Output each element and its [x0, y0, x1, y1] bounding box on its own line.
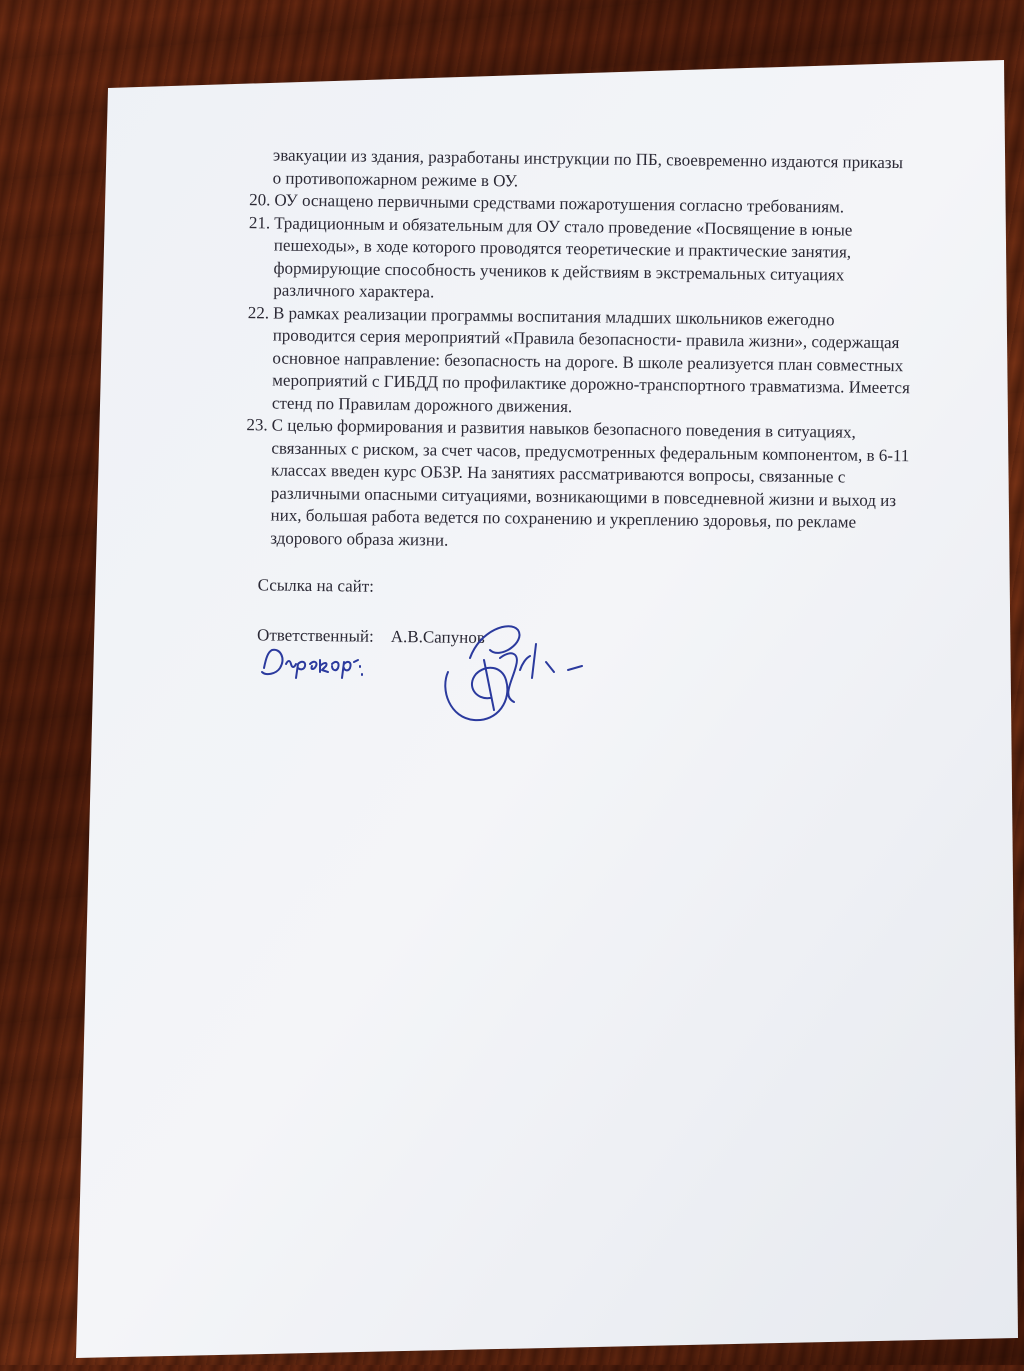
numbered-list: [230, 189, 914, 557]
continuation-paragraph: эвакуации из здания, разработаны инструкции по ПБ, своевременно издаются приказы о противопожарном режиме в ОУ.: [272, 145, 904, 190]
list-item-number: 21.: [248, 212, 271, 232]
responsible-name: А.В.Сапунов: [390, 626, 485, 648]
list-item-text: Традиционным и обязательным для ОУ стало проведение «Посвящение в юные пешеходы», в ходе которого проводятся теоретические и практические занятия, формирующие способность учеников к действиям в экстремальных ситуациях различного характера.: [273, 212, 853, 302]
handwritten-director-word: [262, 650, 362, 678]
list-item-number: 23.: [246, 415, 268, 435]
handwritten-signature: [250, 600, 630, 760]
site-link-label: Ссылка на сайт:: [257, 575, 375, 596]
list-item-number: 22.: [247, 302, 270, 322]
list-item: [230, 414, 912, 557]
list-item: [232, 301, 913, 422]
list-item-text: С целью формирования и развития навыков безопасного поведения в ситуациях, связанных с риском, за счет часов, предусмотренных федеральным компонентом, в 6-11 классах введен курс ОБЗР. На занятиях рассматриваются вопросы, связанные с различными опасными ситуациями, возникающими в повседневной жизни и выход из них, большая работа ведется по сохранению и укреплению здоровья, по рекламе здорового образа жизни.: [270, 415, 910, 550]
list-item-text: ОУ оснащено первичными средствами пожаротушения согласно требованиям.: [274, 190, 845, 217]
list-item-number: 20.: [249, 190, 271, 210]
responsible-label: Ответственный:: [256, 625, 374, 646]
list-item-text: В рамках реализации программы воспитания младших школьников ежегодно проводится серия мероприятий «Правила безопасности- правила жизни», содержащая основное направление: безопасность на дороге. В школе реализуется план совместных мероприятий с ГИБДД по профилактике дорожно-транспортного травматизма. Имеется стенд по Правилам дорожного движения.: [271, 302, 910, 416]
signature-flourish: [445, 626, 582, 720]
list-item: [233, 212, 914, 310]
